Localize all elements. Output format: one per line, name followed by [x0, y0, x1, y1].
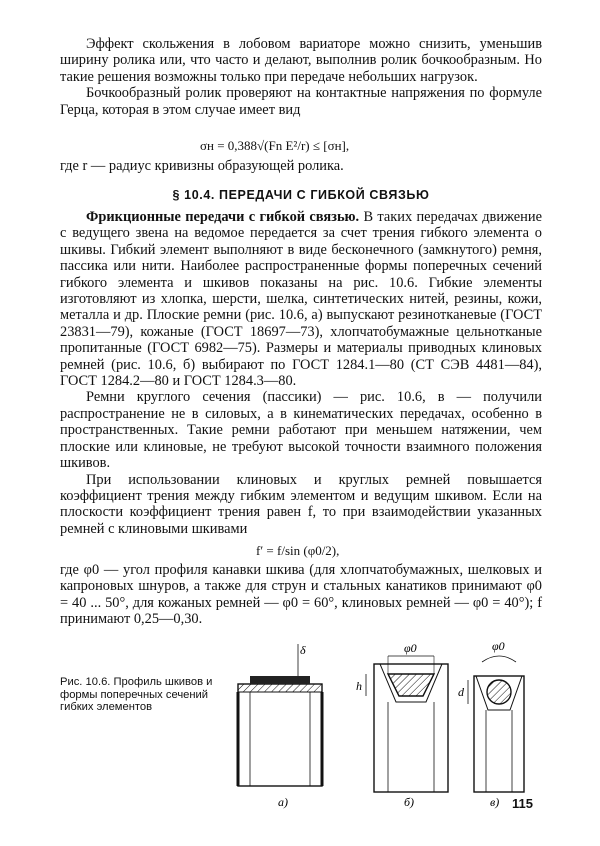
formula-friction: f′ = f/sin (φ0/2), [256, 543, 340, 558]
figure-label-b: б) [404, 795, 415, 809]
section-heading: § 10.4. ПЕРЕДАЧИ С ГИБКОЙ СВЯЗЬЮ [172, 188, 430, 202]
paragraph-intro-1: Эффект скольжения в лобовом вариаторе можно снизить, уменьшив ширину ролика или, что часто и делают, выполнив ролик бочкообразным. Но такие решения возможны только при передаче небольших нагрузок. [60, 36, 542, 85]
paragraph-intro-2: Бочкообразный ролик проверяют на контактные напряжения по формуле Герца, которая в этом случае имеет вид [60, 85, 542, 118]
page-number: 115 [512, 796, 533, 811]
text-block-bottom [60, 562, 542, 628]
figure-label-c: в) [490, 795, 500, 809]
dim-phi-c-label: φ0 [492, 639, 505, 653]
figure-10-6 [228, 636, 528, 812]
dim-delta-label: δ [300, 643, 306, 657]
paragraph-intro-3: где r — радиус кривизны образующей ролика. [60, 158, 344, 174]
paragraph-4: где φ0 — угол профиля канавки шкива (для хлопчатобумажных, шелковых и капроновых шнуров, а также для струн и стальных канатиков принимают φ0 = 40 ... 50°, для кожаных ремней — φ0 = 60°, клиновых ремней — φ0 = 40°); f принимают 0,25—0,30. [60, 562, 542, 628]
figure-a-flat-pulley [238, 643, 322, 809]
paragraph-1 [60, 209, 542, 389]
formula-hertz: σн = 0,388√(Fn E²/r) ≤ [σн], [200, 138, 350, 153]
paragraph-1-body: В таких передачах движение с ведущего звена на ведомое передается за счет трения гибкого элемента о шкивы. Гибкий элемент выполняют в виде бесконечного (замкнутого) ремня, пассика или нити. Наиболее распространенные формы поперечных сечений гибкого элемента и шкивов показаны на рис. 10.6. Гибкие элементы изготовляют из хлопка, шерсти, шелка, синтетических нитей, резины, кожи, металла и др. Плоские ремни (рис. 10.6, а) выпускают резинотканевые (ГОСТ 23831—79), кожаные (ГОСТ 18697—73), хлопчатобумажные цельнотканые пропитанные (ГОСТ 6982—75). Размеры и материалы приводных клиновых ремней (рис. 10.6, б) выбирают по ГОСТ 1284.1—80 (СТ СЭВ 4481—84), ГОСТ 1284.2—80 и ГОСТ 1284.3—80. [60, 209, 542, 390]
paragraph-3: При использовании клиновых и круглых ремней повышается коэффициент трения между гибким элементом и ведущим шкивом. Если на плоскости коэффициент трения равен f, то при взаимодействии указанных ремней с клиновыми шкивами [60, 471, 542, 537]
text-block-after-formula [60, 158, 542, 174]
figure-label-a: а) [278, 795, 288, 809]
v-belt-section [388, 674, 434, 696]
paragraph-2: Ремни круглого сечения (пассики) — рис. 10.6, в — получили распространение не в силовых, а в кинематических передачах, особенно в пространственных. Такие ремни работают при меньшем натяжении, чем плоские или клиновые, не требуют высокой точности взаимного положения шкивов. [60, 389, 542, 472]
flat-belt-section [250, 676, 310, 684]
text-block-main [60, 209, 542, 537]
figure-caption: Рис. 10.6. Профиль шкивов и формы поперечных сечений гибких элементов [60, 676, 213, 714]
figure-b-v-pulley [356, 641, 448, 809]
dim-h-label: h [356, 679, 362, 693]
dim-phi-b-label: φ0 [404, 641, 417, 655]
dim-d-label: d [458, 685, 464, 699]
paragraph-1-lead: Фрикционные передачи с гибкой связью. [86, 209, 360, 225]
figure-c-round-pulley [458, 639, 524, 809]
round-belt-section [487, 680, 511, 704]
text-block-top [60, 36, 542, 118]
